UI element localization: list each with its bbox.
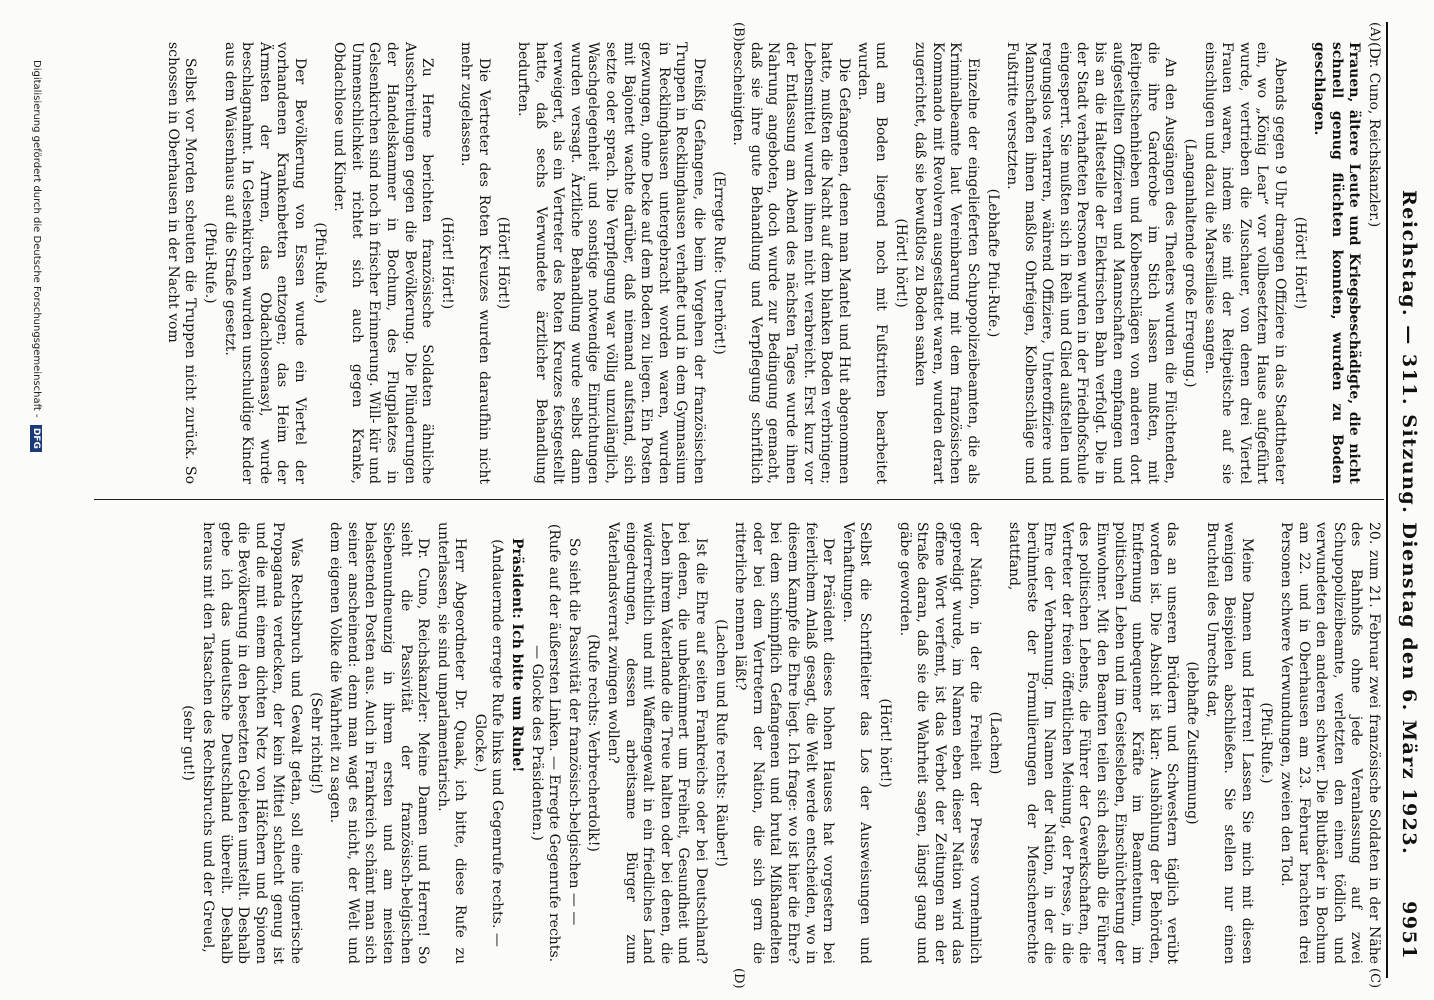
paragraph: das an unseren Brüdern und Schwestern täglich verübt worden ist. Die Absicht ist klar: Aushöhlung der Behörden, Entfernung unbequemer Kräfte im Beamtentum, im politischen Leben und im Geistesleben, Einschüchterung der Einwohner. Mit den Beamten teilen sich deshalb die Führer des politischen Lebens, die Führer der Gewerkschaften, die Vertreter der freien öffentlichen Meinung, der Presse, in die Ehre der Verbannung. Im Namen der Nation, in der die berühmteste der Formulierungen der Menschenrechte stattfand, <box>1006 522 1181 964</box>
interjection: (Rufe auf der äußersten Linken. — Erregte Gegenrufe rechts. — Glocke des Präsidenten.) <box>528 523 563 963</box>
margin-letter-b: (B) <box>731 22 746 42</box>
interjection: (Lebhafte Pfui-Rufe.) <box>984 188 1001 338</box>
interjection: (Erregte Rufe: Unerhört!) <box>710 171 727 355</box>
interjection: (Hört! Hört!) <box>1291 216 1308 310</box>
president-remark: Präsident: Ich bitte um Ruhe! <box>509 538 526 773</box>
paragraph: Herr Abgeordneter Dr. Quaak, ich bitte, diese Rufe zu unterlassen, sie sind unparlamentarisch. <box>434 522 469 964</box>
paragraph: Abends gegen 9 Uhr drangen Offiziere in das Stadttheater ein, wo „König Lear“ vor vollbesetztem Hause aufgeführt wurde, vertrieben die Zuschauer, von denen drei Viertel Frauen waren, indem sie mit der Reitpeitsche auf sie einschlugen und dazu die Marseillaise sangen. <box>1201 42 1289 484</box>
margin-letter-c: (C) <box>1367 968 1382 989</box>
interjection: (Langanhaltende große Erregung.) <box>1182 138 1199 388</box>
left-column <box>161 42 1382 484</box>
interjection: (Lachen) <box>986 711 1003 775</box>
paragraph: und am Boden liegend noch mit Fußtritten bearbeitet wurden. <box>855 42 889 484</box>
paragraph: So sieht die Passivität der französisch-belgischen — — <box>565 538 582 926</box>
footer-text: Digitalisierung gefördert durch die Deutsche Forschungsgemeinschaft - <box>31 60 42 418</box>
margin-letter-d: (D) <box>731 968 746 989</box>
interjection: (Lachen und Rufe rechts: Räuber!) <box>712 619 729 867</box>
paragraph: Die Vertreter des Roten Kreuzes wurden daraufhin nicht mehr zugelassen. <box>458 42 492 484</box>
paragraph: der Nation, in der die Freiheit der Presse vornehmlich gepredigt wurde, im Namen eben dieser Nation wird das offene Wort verfemt, ist das Verbot der Zeitungen an der Straße daran, daß sie die Wahrheit sagen, längst gang und gäbe geworden. <box>896 522 983 964</box>
paragraph: Selbst die Schriftleiter das Los der Ausweisungen und Verhaftungen. <box>839 522 874 964</box>
page-title: Reichstag. — 311. Sitzung. Dienstag den 6. März 1923. <box>1398 190 1420 856</box>
dfg-logo: DFG <box>30 425 42 452</box>
interjection: (Sehr richtig!) <box>307 692 324 794</box>
interjection: (Pfui-Rufe.) <box>202 222 218 304</box>
paragraph: Die Gefangenen, denen man Mantel und Hut abgenommen hatte, mußten die Nacht auf dem blanken Boden verbringen; Lebensmittel wurden ihnen nicht verabreicht. Erst kurz vor der Entlassung am Abend des nächsten Tages wurde ihnen Nahrung angeboten, doch wurde zur Bedingung gemacht, daß sie ihre gute Behandlung und Verpflegung schriftlich bescheinigten. <box>730 42 852 484</box>
paragraph: Der Bevölkerung von Essen wurde ein Viertel der vorhandenen Krankenbetten entzogen; das Heim der Ärmsten der Armen, das Obdachlosenasyl, wurde beschlagnahmt. In Gelsenkirchen wurden unschuldige Kinder aus dem Waisenhaus auf die Straße gesetzt. <box>221 42 308 484</box>
interjection: (Hört! hört!) <box>876 698 893 788</box>
page-header <box>1392 40 1420 960</box>
paragraph: Frauen, ältere Leute und Kriegsbeschädigte, die nicht schnell genug flüchten konnten, wurden zu Boden geschlagen. <box>1311 42 1363 484</box>
paragraph: Dreißig Gefangene, die beim Vorgehen der französischen Truppen in Recklinghausen verhaftet und in dem Gymnasium in Recklinghausen untergebracht worden waren, wurden gezwungen, ohne Decke auf dem Boden zu liegen. Ein Posten mit Bajonett wachte darüber, daß niemand aufstand, sich setzte oder sprach. Die Verpflegung war völlig unzulänglich, Waschgelegenheit und sonstige notwendige Einrichtungen wurden versagt. Ärztliche Behandlung wurde selbst dann verweigert, als ein Vertreter des Roten Kreuzes festgestellt hatte, daß sechs Verwundete ärztlicher Behandlung bedurften. <box>515 42 708 484</box>
paragraph: Selbst vor Morden scheuten die Truppen nicht zurück. So schossen in Oberhausen in der Nacht vom <box>164 42 199 484</box>
paragraph: Dr. Cuno, Reichskanzler: Meine Damen und Herren! So sieht die Passivität der französisch-belgischen Siebenundneunzig in ihrem ersten und am meisten belastenden Posten aus. Auch in Frankreich schämt man sich seiner anscheinend: denn man wagt es nicht, der Welt und dem eigenen Volke die Wahrheit zu sagen. <box>327 522 432 964</box>
interjection: (sehr gut!) <box>180 705 197 781</box>
margin-letter-a: (A) <box>1367 22 1382 42</box>
interjection: (Hört! Hört!) <box>438 216 455 310</box>
right-column <box>177 522 1382 964</box>
interjection: (Pfui-Rufe.) <box>1258 702 1275 784</box>
interjection: (Rufe rechts: Verbrecherdolk!) <box>585 634 602 852</box>
paragraph: Einzelne der eingelieferten Schupopolizeibeamten, die als Kriminalbeamte laut Vereinbarung mit dem französischen Kommando mit Revolvern ausgestattet waren, wurden derart zugerichtet, daß sie bewußtlos zu Boden sanken <box>912 42 981 484</box>
interjection: (Hört! Hört!) <box>495 216 512 310</box>
paragraph: Was Rechtsbruch und Gewalt getan, soll eine lügnerische Propaganda verdecken, der kein Mittel schlecht genug ist und die mit einem dichten Netz von Häfchern und Spionen die Bevölkerung in den besetzten Gebieten umstellt. Deshalb gebe ich das undeutsche Deutschland übereilt. Deshalb heraus mit den Tatsachen des Rechtsbruchs und der Greuel, <box>200 522 304 964</box>
speaker-reference: (Dr. Cuno, Reichskanzler.) <box>1366 42 1382 228</box>
footer-credit <box>30 60 42 452</box>
paragraph: Zu Herne berichten französische Soldaten ähnliche Ausschreitungen gegen die Bevölkerung. Die Plünderungen der Handelskammer in Bochum, des Flugplatzes in Gelsenkirchen sind noch in frischer Erinnerung. Will- kür und Unmenschlichkeit richtet sich auch gegen Kranke, Obdachlose und Kinder. <box>331 42 436 484</box>
paragraph: 20. zum 21. Februar zwei französische Soldaten in der Nähe des Bahnhofs ohne jede Veranlassung auf zwei Schupopolizeibeamte, verletzten den einen tödlich und verwundeten den anderen schwer. Die Blutbäder in Bochum am 22. und in Oberhausen am 23. Februar brachten drei Personen schwere Verwundungen, zweien den Tod. <box>1278 522 1382 964</box>
page-number: 9951 <box>1398 901 1420 960</box>
paragraph: An den Ausgängen des Theaters wurden die Flüchtenden, die ihre Garderobe im Stich lassen mußten, mit Reitpeitschenhieben und Kolbenschlägen von anderen dort aufgestellten Offizieren und Mannschaften empfangen und bis an die Haltestelle der Elektrischen Bahn verfolgt. Die in der Stadt verhafteten Personen wurden in der Friedhofschule eingesperrt. Sie mußten sich in Reih und Glied aufstellen und regungslos verharren, während Offiziere, Unteroffiziere und Mannschaften ihnen maßlos Ohrfeigen, Kolbenschläge und Fußtritte versetzten. <box>1004 42 1179 484</box>
interjection: (lebhafte Zustimmung) <box>1184 661 1201 825</box>
paragraph: Der Präsident dieses hohen Hauses hat vorgestern bei feierlichem Anlaß gesagt, die Welt werde entscheiden, wo in diesem Kampfe die Ehre liegt. Ich frage: wo ist hier die Ehre? bei dem schimpflich Gefangenen und brutal Mißhandelten oder bei dem Vertretern der Nation, die sich gern die ritterliche nennen läßt? <box>732 522 837 964</box>
interjection: (Hört! hört!) <box>892 218 909 308</box>
interjection: (Andauernde erregte Rufe links und Gegenrufe rechts. — Glocke.) <box>471 539 506 947</box>
interjection: (Pfui-Rufe.) <box>311 222 328 304</box>
header-rule <box>1386 22 1388 978</box>
paragraph: Ist die Ehre auf seiten Frankreichs oder bei Deutschland? bei denen, die unbekümmert um Freiheit, Gesundheit und Leben ihrem Vaterlande die Treue halten oder bei denen, die widerrechtlich und mit Waffengewalt in ein friedliches Land eingedrungen, dessen arbeitsame Bürger zum Vaterlandsverrat zwingen wollen? <box>605 522 710 964</box>
paragraph: Meine Damen und Herren! Lassen Sie mich mit diesen wenigen Beispielen abschließen. Sie stellen nur einen Bruchteil des Unrechts dar, <box>1203 522 1255 964</box>
column-rule <box>94 499 1384 500</box>
